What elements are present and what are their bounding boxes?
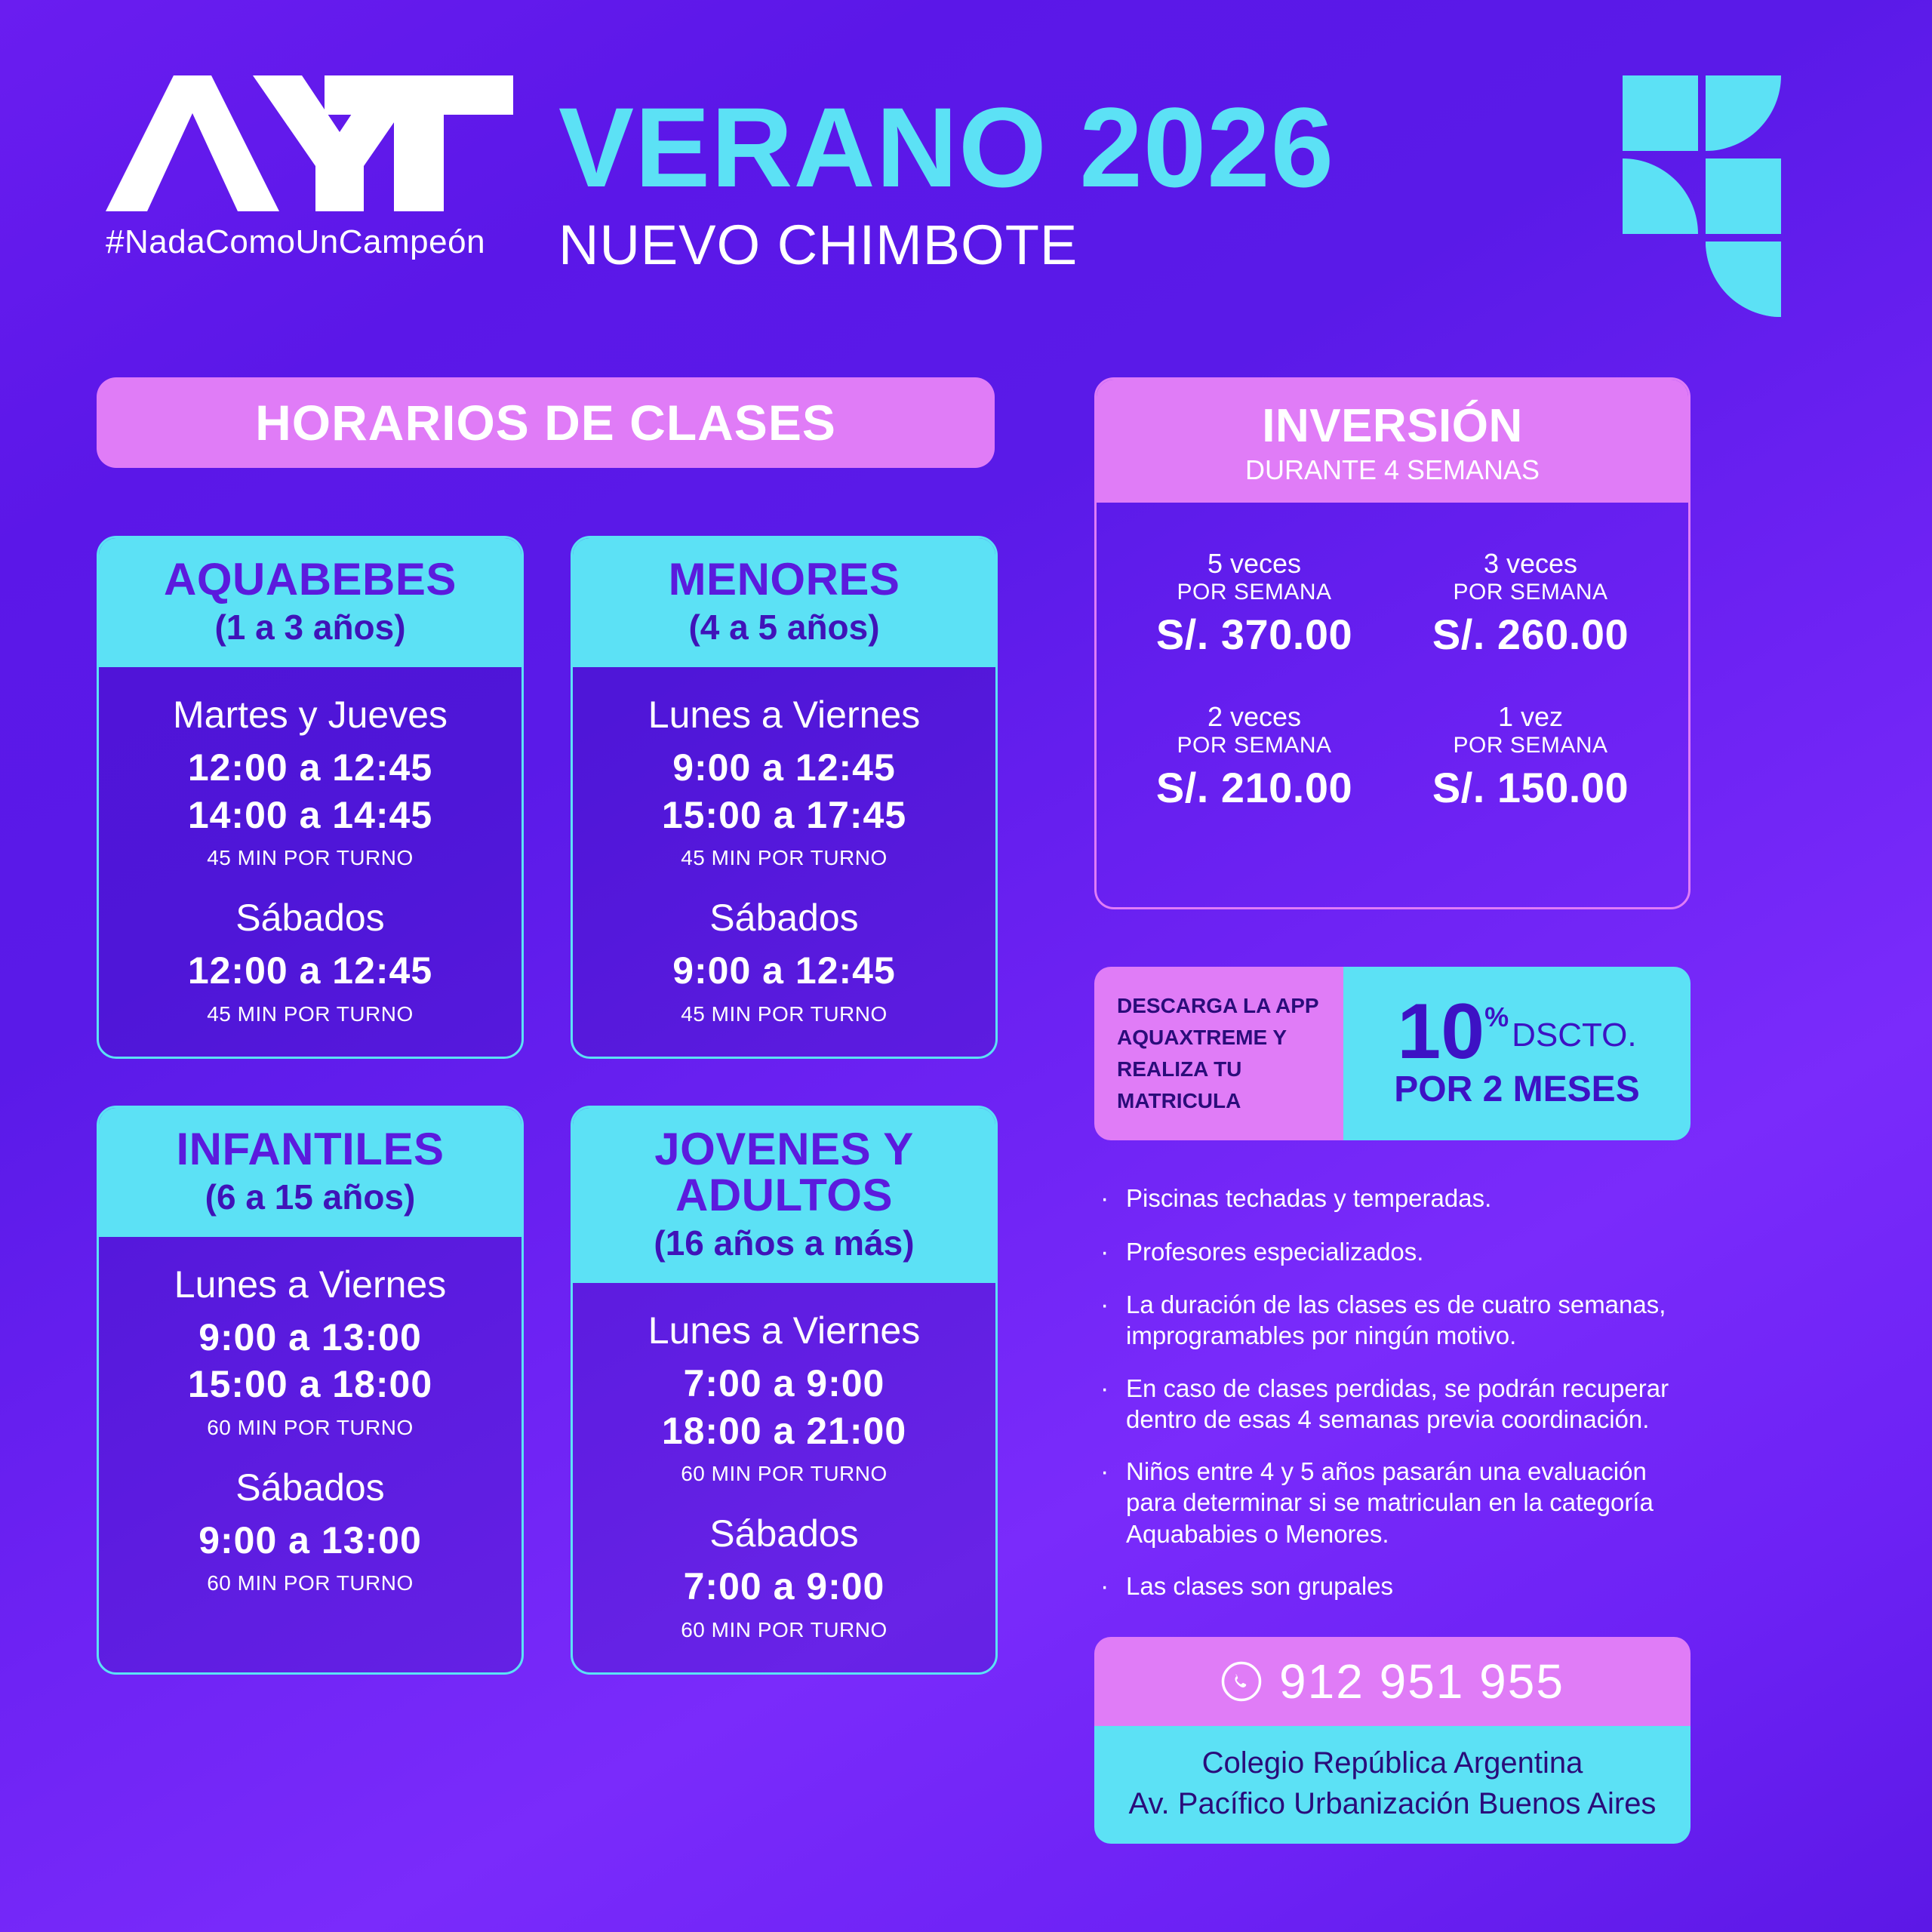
bullet-text: En caso de clases perdidas, se podrán recuperar dentro de esas 4 semanas previa coordinación. xyxy=(1126,1374,1669,1433)
price-period: POR SEMANA xyxy=(1453,580,1608,605)
price-amount: S/. 370.00 xyxy=(1155,611,1353,658)
card-title: AQUABEBES xyxy=(164,554,457,605)
whatsapp-contact[interactable] xyxy=(1094,1637,1690,1726)
schedule-time: 14:00 a 14:45 xyxy=(187,793,433,836)
address-block xyxy=(1094,1726,1690,1844)
schedule-day: Sábados xyxy=(235,1466,385,1509)
street-address: Av. Pacífico Urbanización Buenos Aires xyxy=(1128,1787,1657,1821)
schedule-cards xyxy=(97,536,1010,1675)
bullet-dot-icon: · xyxy=(1100,1374,1109,1403)
card-title: INFANTILES xyxy=(176,1123,445,1174)
schedule-time: 9:00 a 13:00 xyxy=(198,1518,422,1561)
investment-header xyxy=(1097,380,1688,503)
schedule-note: 60 MIN POR TURNO xyxy=(207,1415,414,1439)
schedule-note: 45 MIN POR TURNO xyxy=(681,846,888,870)
price-frequency: 5 veces xyxy=(1207,548,1302,579)
schedule-note: 45 MIN POR TURNO xyxy=(207,846,414,870)
schedule-time: 12:00 a 12:45 xyxy=(187,949,433,992)
schedule-day: Lunes a Viernes xyxy=(648,694,921,737)
contact-block xyxy=(1094,1637,1690,1844)
header xyxy=(91,53,1841,302)
promo-line: AQUAXTREME Y xyxy=(1117,1026,1287,1049)
schedule-day: Lunes a Viernes xyxy=(648,1309,921,1352)
page-title: VERANO 2026 xyxy=(558,84,1335,211)
list-item xyxy=(1100,1456,1690,1549)
investment-subtitle: DURANTE 4 SEMANAS xyxy=(1244,454,1540,485)
price-period: POR SEMANA xyxy=(1177,733,1332,758)
bullet-dot-icon: · xyxy=(1100,1237,1109,1266)
card-header xyxy=(99,1108,521,1237)
schedule-note: 45 MIN POR TURNO xyxy=(207,1001,414,1026)
bullet-text: Profesores especializados. xyxy=(1126,1237,1424,1266)
price-frequency: 1 vez xyxy=(1497,701,1564,732)
page-subtitle: NUEVO CHIMBOTE xyxy=(558,214,1078,276)
card-body xyxy=(99,667,521,1057)
list-item xyxy=(1100,1571,1690,1603)
card-title: MENORES xyxy=(668,554,900,605)
price-item xyxy=(1116,701,1392,812)
schedule-card xyxy=(571,536,998,1059)
bullet-text: Las clases son grupales xyxy=(1126,1571,1394,1600)
schedule-day: Lunes a Viernes xyxy=(174,1263,447,1306)
promo-number: 10 xyxy=(1397,987,1485,1075)
price-period: POR SEMANA xyxy=(1453,733,1608,758)
brandmark-icon xyxy=(1623,68,1796,392)
promo-percent-sign: % xyxy=(1484,1001,1509,1032)
investment-title: INVERSIÓN xyxy=(1262,400,1523,452)
bullet-text: Piscinas techadas y temperadas. xyxy=(1126,1184,1492,1212)
promo-duration: POR 2 MESES xyxy=(1394,1069,1640,1110)
schedule-note: 60 MIN POR TURNO xyxy=(681,1462,888,1486)
schedule-day: Sábados xyxy=(709,897,859,940)
card-header xyxy=(573,1108,995,1283)
promo-line: REALIZA TU MATRICULA xyxy=(1117,1057,1242,1112)
title-block xyxy=(558,84,1335,277)
venue-name: Colegio República Argentina xyxy=(1201,1746,1583,1780)
schedule-time: 15:00 a 17:45 xyxy=(661,793,907,836)
investment-card xyxy=(1094,377,1690,909)
promo-line: DESCARGA LA APP xyxy=(1117,994,1319,1017)
promo-app-text xyxy=(1094,967,1343,1140)
card-age-range: (6 a 15 años) xyxy=(205,1177,416,1217)
schedule-card xyxy=(97,536,524,1059)
price-grid xyxy=(1116,548,1669,854)
schedule-note: 45 MIN POR TURNO xyxy=(681,1001,888,1026)
axt-logo-icon xyxy=(98,68,521,219)
schedule-card xyxy=(571,1106,998,1675)
schedule-day: Martes y Jueves xyxy=(172,694,448,737)
schedule-time: 9:00 a 12:45 xyxy=(672,746,896,789)
card-age-range: (1 a 3 años) xyxy=(214,608,406,648)
schedule-time: 7:00 a 9:00 xyxy=(683,1362,885,1405)
schedule-section xyxy=(97,377,1010,1675)
price-frequency: 2 veces xyxy=(1207,701,1302,732)
schedule-time: 12:00 a 12:45 xyxy=(187,746,433,789)
schedule-time: 15:00 a 18:00 xyxy=(187,1363,433,1406)
card-body xyxy=(573,667,995,1057)
bullet-text: Niños entre 4 y 5 años pasarán una evaluación para determinar si se matriculan en la categoría Aquababies o Menores. xyxy=(1126,1457,1654,1548)
card-body xyxy=(99,1237,521,1626)
promo-discount xyxy=(1343,967,1690,1140)
schedule-day: Sábados xyxy=(235,897,385,940)
whatsapp-icon xyxy=(1220,1660,1263,1703)
card-age-range: (4 a 5 años) xyxy=(688,608,880,648)
price-amount: S/. 260.00 xyxy=(1432,611,1629,658)
list-item xyxy=(1100,1289,1690,1352)
phone-number: 912 951 955 xyxy=(1279,1654,1564,1709)
price-item xyxy=(1116,548,1392,659)
schedule-note: 60 MIN POR TURNO xyxy=(681,1617,888,1641)
list-item xyxy=(1100,1183,1690,1215)
promo-dscto-label: DSCTO. xyxy=(1512,1016,1637,1054)
price-item xyxy=(1392,548,1669,659)
price-frequency: 3 veces xyxy=(1483,548,1578,579)
card-body xyxy=(573,1283,995,1672)
price-item xyxy=(1392,701,1669,812)
list-item xyxy=(1100,1373,1690,1435)
info-section xyxy=(1094,377,1690,1844)
bullet-dot-icon: · xyxy=(1100,1571,1109,1601)
schedule-time: 18:00 a 21:00 xyxy=(661,1409,907,1452)
brand-logo xyxy=(98,68,536,261)
schedule-card xyxy=(97,1106,524,1675)
price-period: POR SEMANA xyxy=(1177,580,1332,605)
schedule-banner: HORARIOS DE CLASES xyxy=(97,377,995,468)
price-amount: S/. 150.00 xyxy=(1432,764,1629,811)
schedule-day: Sábados xyxy=(709,1512,859,1555)
card-header xyxy=(99,538,521,667)
card-header xyxy=(573,538,995,667)
price-amount: S/. 210.00 xyxy=(1155,764,1353,811)
schedule-time: 9:00 a 12:45 xyxy=(672,949,896,992)
bullet-dot-icon: · xyxy=(1100,1184,1109,1213)
card-age-range: (16 años a más) xyxy=(654,1223,915,1263)
schedule-time: 7:00 a 9:00 xyxy=(683,1565,885,1608)
bullet-text: La duración de las clases es de cuatro semanas, improgramables por ningún motivo. xyxy=(1126,1291,1666,1350)
bullet-list xyxy=(1094,1183,1690,1602)
investment-body xyxy=(1097,503,1688,907)
schedule-time: 9:00 a 13:00 xyxy=(198,1315,422,1358)
promo-banner xyxy=(1094,967,1690,1140)
schedule-note: 60 MIN POR TURNO xyxy=(207,1571,414,1595)
card-title: JOVENES Y ADULTOS xyxy=(654,1123,914,1220)
bullet-dot-icon: · xyxy=(1100,1457,1109,1486)
list-item xyxy=(1100,1236,1690,1269)
bullet-dot-icon: · xyxy=(1100,1291,1109,1319)
brand-hashtag: #NadaComoUnCampeón xyxy=(106,223,486,260)
